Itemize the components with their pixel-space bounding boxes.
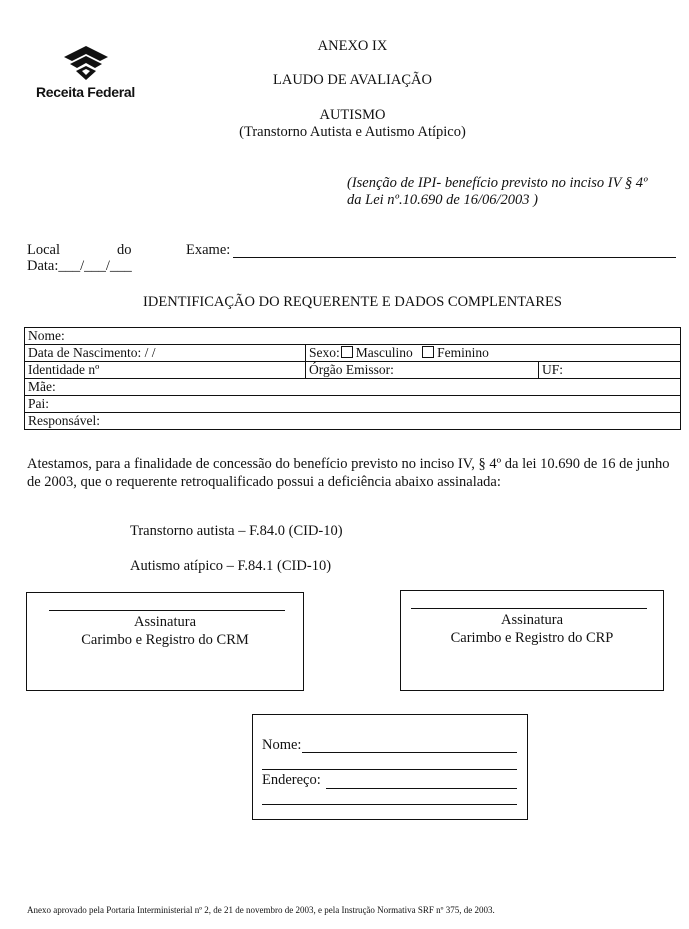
- address-extra-line[interactable]: [262, 769, 517, 770]
- annex-label: ANEXO IX: [317, 38, 388, 54]
- subject-title: AUTISMO: [319, 107, 386, 123]
- receita-federal-logo: [36, 44, 146, 100]
- address-endereco-field[interactable]: [326, 788, 517, 789]
- crm-signature-line: [49, 610, 285, 611]
- responsavel-field[interactable]: Responsável:: [25, 413, 681, 430]
- identidade-field[interactable]: Identidade nº: [25, 362, 306, 379]
- orgao-emissor-field[interactable]: Órgão Emissor:: [306, 362, 539, 379]
- uf-field[interactable]: UF:: [539, 362, 681, 379]
- crm-signature-box: [26, 592, 304, 691]
- mae-field[interactable]: Mãe:: [25, 379, 681, 396]
- exemption-line-1: (Isenção de IPI- benefício previsto no inciso IV § 4º: [347, 175, 648, 191]
- exemption-line-2: da Lei nº.10.690 de 16/06/2003 ): [347, 192, 538, 208]
- address-nome-field[interactable]: [302, 752, 517, 753]
- sexo-field: [306, 345, 681, 362]
- crm-stamp-label: Carimbo e Registro do CRM: [81, 632, 249, 648]
- crp-signature-line: [411, 608, 647, 609]
- condition-autismo-atipico: Autismo atípico – F.84.1 (CID-10): [130, 558, 332, 574]
- feminino-label: Feminino: [437, 345, 489, 360]
- table-row: [25, 413, 681, 430]
- subject-detail: (Transtorno Autista e Autismo Atípico): [239, 124, 466, 140]
- pai-field[interactable]: Pai:: [25, 396, 681, 413]
- exame-label: Exame:: [186, 242, 231, 258]
- do-label: do: [117, 242, 132, 258]
- identification-table: [24, 327, 681, 430]
- exam-location-field[interactable]: [233, 257, 676, 258]
- sexo-label: Sexo:: [309, 345, 340, 360]
- nome-field[interactable]: Nome:: [25, 328, 681, 345]
- document-title: LAUDO DE AVALIAÇÃO: [273, 72, 432, 88]
- crm-signature-label: Assinatura: [133, 614, 196, 630]
- footer-note: Anexo aprovado pela Portaria Interministerial nº 2, de 21 de novembro de 2003, e pela Instrução Normativa SRF nº 375, de 2003.: [27, 905, 495, 915]
- logo-text: Receita Federal: [36, 84, 135, 100]
- receita-federal-emblem-icon: [60, 44, 112, 82]
- crp-signature-box: [400, 590, 664, 691]
- condition-transtorno-autista: Transtorno autista – F.84.0 (CID-10): [130, 523, 343, 539]
- nome-label: Nome:: [262, 737, 302, 753]
- table-row: [25, 328, 681, 345]
- endereco-label: Endereço:: [262, 772, 321, 788]
- table-row: [25, 362, 681, 379]
- table-row: [25, 379, 681, 396]
- address-endereco-line-2[interactable]: [262, 804, 517, 805]
- table-row: [25, 396, 681, 413]
- masculino-label: Masculino: [355, 345, 413, 360]
- crp-signature-label: Assinatura: [500, 612, 563, 628]
- section-title: IDENTIFICAÇÃO DO REQUERENTE E DADOS COMPLENTARES: [143, 294, 562, 310]
- address-box: [252, 714, 528, 820]
- masculino-checkbox[interactable]: [341, 346, 353, 358]
- crp-stamp-label: Carimbo e Registro do CRP: [450, 630, 614, 646]
- exam-date-field[interactable]: Data:___/___/___: [27, 258, 132, 274]
- local-label: Local: [27, 242, 61, 258]
- feminino-checkbox[interactable]: [422, 346, 434, 358]
- attestation-text: Atestamos, para a finalidade de concessão do benefício previsto no inciso IV, § 4º da lei 10.690 de 16 de junho de 2003, que o requerente retroqualificado possui a deficiência abaixo assinalada:: [27, 456, 670, 490]
- birth-date-field[interactable]: Data de Nascimento: / /: [25, 345, 306, 362]
- table-row: [25, 345, 681, 362]
